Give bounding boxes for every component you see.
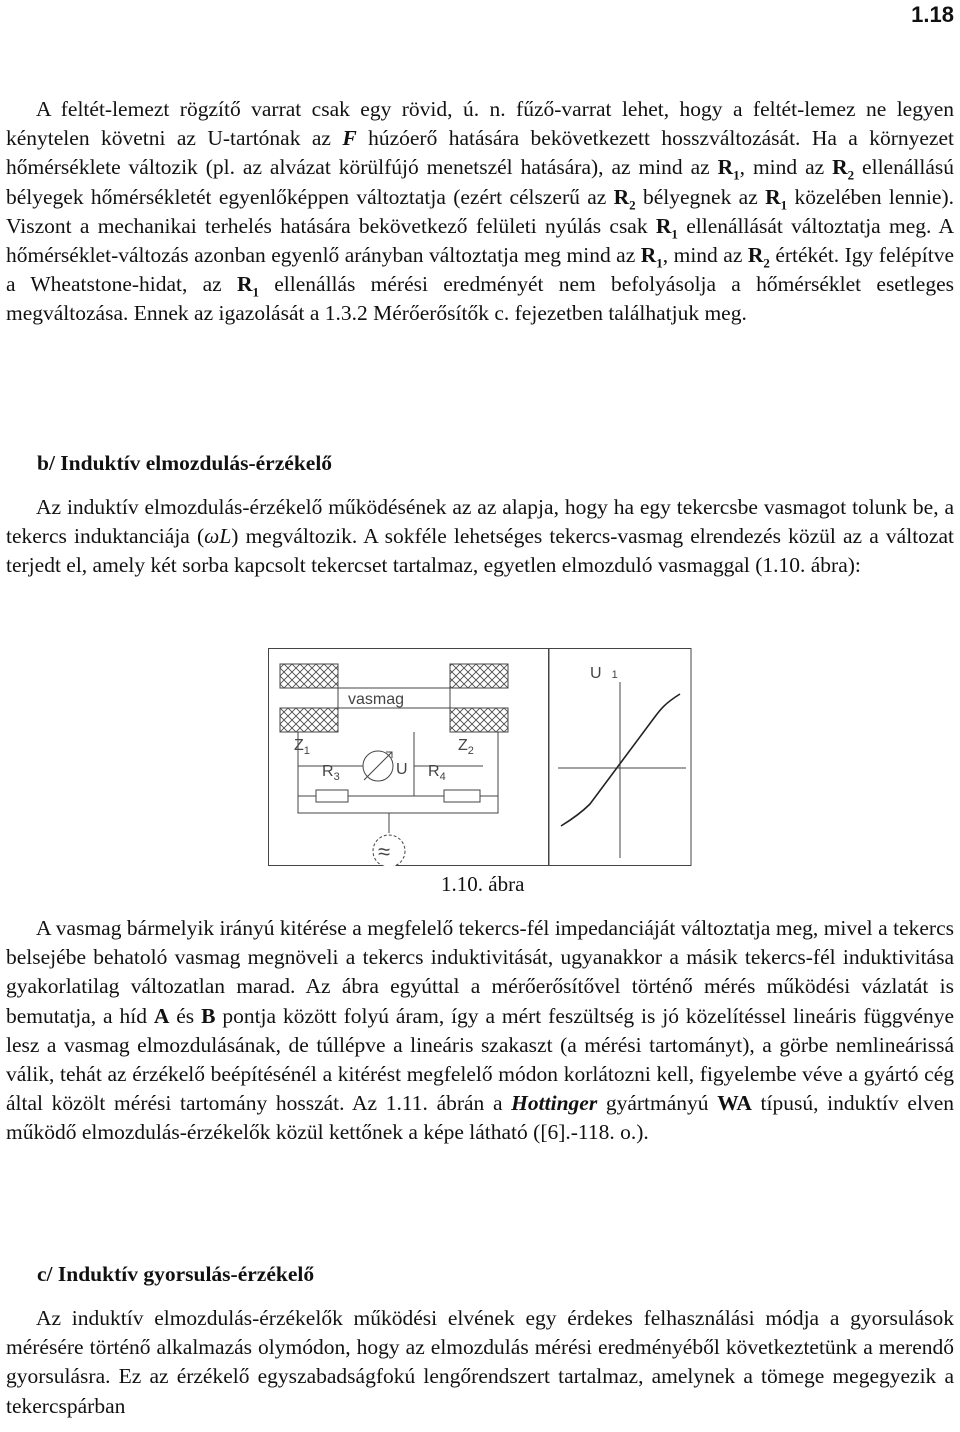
coil-z2-top (450, 664, 508, 688)
heading-inductive-displacement: b/ Induktív elmozdulás-érzékelő (37, 451, 333, 475)
core-label: vasmag (348, 691, 405, 708)
page-number: 1.18 (911, 2, 954, 27)
paragraph-inductive-principle: Az induktív elmozdulás-érzékelő működésének az az alapja, hogy ha egy tekercsbe vasmagot tolunk be, a tekercs induktanciája (ωL) megváltozik. A sokféle lehetséges tekercs-vasmag elrendezés közül az a változat terjedt el, amely két sorba kapcsolt tekercset tartalmaz, egyetlen elmozduló vasmaggal (1.10. ábra): (6, 495, 954, 578)
paragraph-acceleration: Az induktív elmozdulás-érzékelők működési elvének egy érdekes felhasználási módja a gyorsulások mérésére történő alkalmazás olymódon, hogy az elmozdulás mérési eredményéből következtetünk a merendő gyorsulásra. Ez az érzékelő egyszabadságfokú lengőrendszert tartalmaz, amelynek a tömege megegyezik a tekercspárban (6, 1306, 954, 1418)
resistor-r4 (444, 790, 480, 802)
z2-label: $Z_2$ (458, 737, 474, 757)
r4-label: $R_4$ (428, 763, 446, 783)
heading-inductive-acceleration: c/ Induktív gyorsulás-érzékelő (37, 1262, 315, 1286)
ac-source-symbol: ≈ (378, 839, 391, 864)
paragraph-strain-gauge: A feltét-lemezt rögzítő varrat csak egy rövid, ú. n. fűző-varrat lehet, hogy a feltét-lemez ne legyen kénytelen követni az U-tartónak az F húzóerő hatására bekövetkezett hosszváltozását. Ha a környezet hőmérséklete változik (pl. az alvázat körülfújó menetszél hatására), az mind az $R_1$, mind az $R_2$ ellenállású bélyegek hőmérsékletét egyenlőképpen változtatja (ezért célszerű az $R_2$ bélyegnek az $R_1$ közelében lennie). Viszont a mechanikai terhelés hatására bekövetkező felületi nyúlás csak $R_1$ ellenállását változtatja meg. A hőmérséklet-változás azonban egyenlő arányban változtatja meg mind az $R_1$, mind az $R_2$ értékét. Igy felépítve a Wheatstone-hidat, az $R_1$ ellenállás mérési eredményét nem befolyásolja a hőmérséklet esetleges megváltozása. Ennek az igazolását a 1.3.2 Mérőerősítők c. fejezetben találhatjuk meg. (6, 97, 955, 326)
coil-z1-bottom (280, 708, 338, 732)
meter-label: U (396, 761, 408, 778)
paragraph-core-deflection: A vasmag bármelyik irányú kitérése a megfelelő tekercs-fél impedanciáját változtatja meg, mivel a tekercs belsejébe behatoló vasmag megnöveli a tekercs induktivitását, ugyanakkor a másik tekercs-fél induktivitása gyakorlatilag változatlan marad. Az ábra egyúttal a mérőerősítővel történő mérés működési vázlatát is bemutatja, a híd A és B pontja között folyú áram, így a mért feszültség is jó közelítéssel lineáris függvénye lesz a vasmag elmozdulásának, de túllépve a lineáris szakaszt (a mérési tartományt), a görbe nemlineárissá válik, tehát az érzékelő beépítésénél a kitérést megfelelő módon korlátozni kell, figyelembe véve a gyártó cég által közölt mérési tartomány hosszát. Az 1.11. ábrán a Hottinger gyártmányú WA típusú, induktív elven működő elmozdulás-érzékelők közül kettőnek a képe látható ([6].-118. o.). (6, 916, 954, 1145)
z1-label: $Z_1$ (294, 737, 310, 757)
graph-y-label: U 1 (590, 665, 618, 682)
figure-inductive-sensor (268, 648, 692, 866)
coil-z2-bottom (450, 708, 508, 732)
resistor-r3 (316, 790, 348, 802)
coil-z1-top (280, 664, 338, 688)
r3-label: $R_3$ (322, 763, 340, 783)
figure-caption: 1.10. ábra (441, 872, 525, 896)
